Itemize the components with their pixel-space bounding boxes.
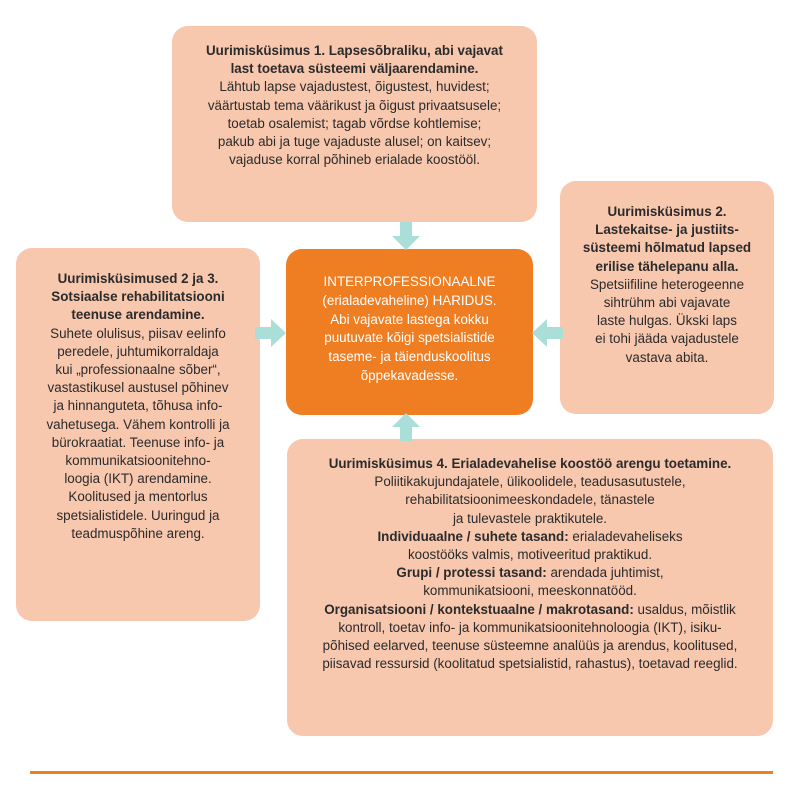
rq4-intro-line-1: Poliitikakujundajatele, ülikoolidele, teadusasutustele, — [374, 474, 686, 490]
rq1-title-line-1: Uurimisküsimus 1. Lapsesõbraliku, abi vajavat — [206, 43, 503, 58]
rq23-title-line-3: teenuse arendamine. — [71, 307, 205, 323]
rq4-level-3 — [293, 601, 767, 619]
rq4-level-3-line-2: põhised eelarved, teenuse süsteemne analüüs ja arendus, koolitused, — [322, 638, 738, 654]
rq4-level-3-label: Organisatsiooni / kontekstuaalne / makrotasand: — [324, 601, 634, 617]
arrow-up-icon — [391, 413, 421, 443]
rq23-title-line-1: Uurimisküsimused 2 ja 3. — [57, 271, 219, 286]
rq4-intro-line-3: ja tulevastele praktikutele. — [452, 510, 608, 526]
rq2-body-line-3: laste hulgas. Ükski laps — [597, 313, 737, 329]
rq23-body-line-7: bürokraatiat. Teenuse info- ja — [51, 434, 225, 450]
rq23-body-line-8: kommunikatsioonitehno- — [65, 453, 211, 469]
rq1-body-line-3: toetab osalemist; tagab võrdse kohtlemise; — [227, 115, 482, 131]
research-questions-2-3-box — [16, 248, 260, 621]
rq2-body-line-1: Spetsiifiline heterogeenne — [589, 276, 745, 292]
center-body-line-1: Abi vajavate lastega kokku — [330, 311, 489, 327]
rq1-body-line-1: Lähtub lapse vajadustest, õigustest, huvidest; — [219, 79, 490, 95]
arrow-right-icon — [255, 318, 287, 348]
rq4-level-3-line-1: kontroll, toetav info- ja kommunikatsioonitehnoloogia (IKT), isiku- — [338, 619, 722, 635]
rq2-title-line-3: süsteemi hõlmatud lapsed — [582, 240, 752, 256]
rq4-level-3-text-a: usaldus, mõistlik — [633, 601, 736, 617]
rq4-level-2-text-a: arendada juhtimist, — [546, 565, 664, 581]
rq23-body-line-5: ja hinnanguteta, tõhusa info- — [53, 398, 223, 414]
rq4-level-2-text-b: kommunikatsiooni, meeskonnatööd. — [423, 583, 637, 599]
rq4-level-1 — [293, 528, 767, 546]
rq23-body-line-6: vahetusega. Vähem kontrolli ja — [46, 416, 230, 432]
rq1-body-line-4: pakub abi ja tuge vajaduste alusel; on kaitsev; — [217, 134, 492, 150]
rq4-level-2-label: Grupi / protessi tasand: — [396, 565, 547, 581]
arrow-down-icon — [391, 222, 421, 252]
rq2-body-line-2: sihtrühm abi vajavate — [603, 295, 731, 311]
interprofessional-education-box — [286, 249, 533, 415]
rq4-title: Uurimisküsimus 4. Erialadevahelise koostöö arengu toetamine. — [328, 456, 732, 471]
rq4-level-2 — [293, 564, 767, 582]
rq23-body-line-11: spetsialistidele. Uuringud ja — [56, 507, 220, 523]
rq2-title-line-2: Lastekaitse- ja justiits- — [595, 222, 739, 238]
rq23-body-line-1: Suhete olulisus, piisav eelinfo — [50, 325, 226, 341]
rq4-level-1-label: Individuaalne / suhete tasand: — [377, 528, 569, 544]
rq23-body-line-12: teadmuspõhine areng. — [71, 525, 205, 541]
center-body-line-2: puutuvate kõigi spetsialistide — [324, 330, 495, 346]
rq23-body-line-3: kui „professionaalne sõber“, — [55, 362, 221, 378]
rq2-title-line-1: Uurimisküsimus 2. — [607, 204, 727, 219]
rq23-body-line-9: loogia (IKT) arendamine. — [64, 471, 212, 487]
bottom-divider — [30, 771, 773, 774]
research-question-2-box — [560, 181, 774, 414]
rq1-body-line-2: väärtustab tema väärikust ja õigust privaatsusele; — [207, 97, 502, 113]
research-question-1-box — [172, 26, 537, 222]
center-body-line-3: taseme- ja täienduskoolitus — [328, 349, 491, 365]
rq4-level-1-text-b: koostööks valmis, motiveeritud praktikud. — [407, 547, 653, 563]
rq2-body-line-4: ei tohi jääda vajadustele — [595, 331, 739, 347]
rq23-body-line-10: Koolitused ja mentorlus — [68, 489, 208, 505]
research-question-4-box — [287, 439, 773, 736]
rq1-title-line-2: last toetava süsteemi väljaarendamine. — [230, 61, 479, 77]
rq1-body-line-5: vajaduse korral põhineb erialade koostööl. — [229, 152, 480, 168]
arrow-left-icon — [531, 318, 563, 348]
rq23-body-line-2: peredele, juhtumikorraldaja — [57, 343, 219, 359]
rq4-level-1-text-a: erialadevaheliseks — [568, 528, 683, 544]
center-title-line-2: (erialadevaheline) HARIDUS. — [322, 292, 497, 308]
rq2-body-line-5: vastava abita. — [625, 349, 709, 365]
rq23-title-line-2: Sotsiaalse rehabilitatsiooni — [51, 289, 225, 305]
rq2-title-line-4: erilise tähelepanu alla. — [595, 258, 739, 274]
center-body-line-4: õppekavadesse. — [360, 367, 459, 383]
rq4-intro-line-2: rehabilitatsioonimeeskondadele, tänastele — [405, 492, 655, 508]
center-title-line-1: INTERPROFESSIONAALNE — [323, 274, 496, 289]
rq23-body-line-4: vastastikusel austusel põhinev — [47, 380, 229, 396]
rq4-level-3-line-3: piisavad ressursid (koolitatud spetsialistid, rahastus), toetavad reeglid. — [322, 656, 738, 672]
